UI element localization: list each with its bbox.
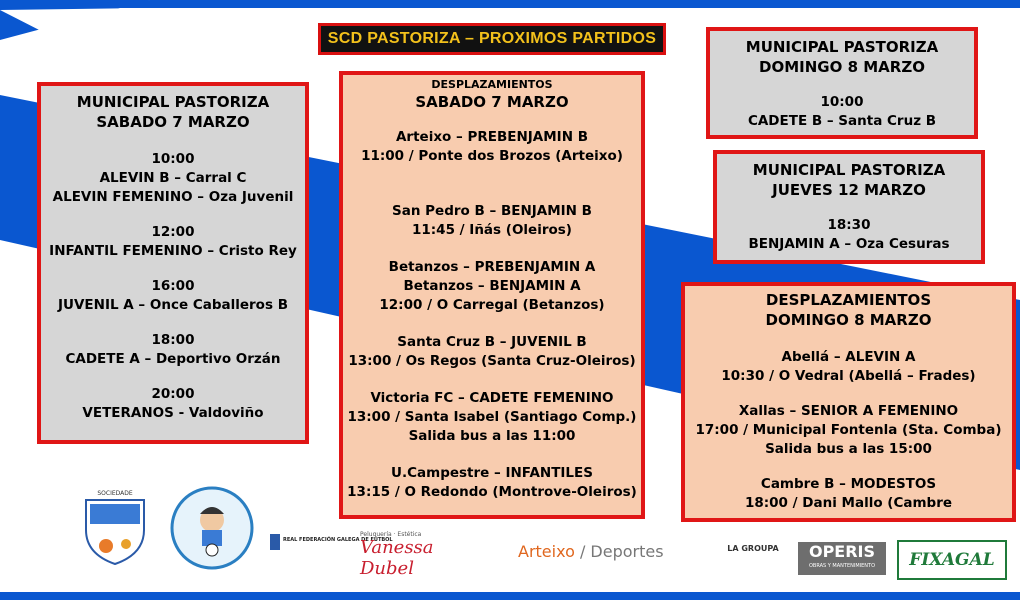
- panel-header-date: JUEVES 12 MARZO: [772, 181, 926, 199]
- match-line: INFANTIL FEMENINO – Cristo Rey: [49, 243, 297, 259]
- match-line: ALEVIN FEMENINO – Oza Juvenil: [52, 189, 294, 205]
- match-venue: 17:00 / Municipal Fontenla (Sta. Comba): [695, 422, 1002, 438]
- panel-header-small: DESPLAZAMIENTOS: [765, 291, 932, 309]
- football-school-logo: [170, 486, 254, 570]
- rfgf-logo: [270, 532, 393, 554]
- match-venue: 18:00 / Dani Mallo (Cambre: [744, 495, 953, 511]
- footer-bar: [0, 592, 1020, 600]
- svg-text:SOCIEDADE: SOCIEDADE: [97, 490, 133, 497]
- arteixo-word: Arteixo: [518, 542, 575, 561]
- match-venue: 11:45 / Iñás (Oleiros): [412, 222, 572, 238]
- vanessa-name: Vanessa Dubel: [360, 537, 434, 579]
- match-time: 20:00: [151, 386, 195, 402]
- match-line: CADETE A – Deportivo Orzán: [65, 351, 281, 367]
- panel-header-venue: MUNICIPAL PASTORIZA: [76, 93, 270, 111]
- match-line: Victoria FC – CADETE FEMENINO: [370, 390, 614, 406]
- home-saturday-panel: [37, 82, 309, 444]
- bus-note: Salida bus a las 11:00: [408, 428, 576, 444]
- match-time: 18:30: [827, 217, 871, 233]
- match-line: CADETE B – Santa Cruz B: [747, 113, 937, 129]
- match-line: Abellá – ALEVIN A: [781, 349, 916, 365]
- match-line: U.Campestre – INFANTILES: [391, 465, 593, 481]
- fixagal-logo: [897, 540, 1007, 580]
- home-thursday-panel: [713, 150, 985, 264]
- bus-note: Salida bus a las 15:00: [765, 441, 932, 457]
- away-sunday-panel: [681, 282, 1016, 522]
- match-line: Xallas – SENIOR A FEMENINO: [738, 403, 959, 419]
- operis-logo: [798, 542, 886, 575]
- panel-header-venue: MUNICIPAL PASTORIZA: [745, 38, 939, 56]
- panel-header-date: SABADO 7 MARZO: [96, 113, 250, 131]
- match-time: 16:00: [151, 278, 195, 294]
- match-time: 10:00: [820, 94, 864, 110]
- match-line: JUVENIL A – Once Caballeros B: [58, 297, 288, 313]
- la-groupa-text: LA GROUPA: [727, 544, 779, 553]
- deportes-word: / Deportes: [579, 542, 664, 561]
- away-saturday-panel: [339, 71, 645, 519]
- match-venue: 12:00 / O Carregal (Betanzos): [379, 297, 605, 313]
- club-crest-logo: [82, 486, 148, 566]
- la-groupa-logo: [722, 544, 784, 553]
- match-venue: 13:15 / O Redondo (Montrove-Oleiros): [347, 484, 637, 500]
- panel-header-date: SABADO 7 MARZO: [415, 93, 569, 111]
- match-line: Santa Cruz B – JUVENIL B: [397, 334, 587, 350]
- operis-text: OPERIS: [808, 542, 876, 561]
- operis-subtitle: OBRAS Y MANTENIMIENTO: [808, 563, 876, 569]
- match-line: San Pedro B – BENJAMIN B: [392, 203, 592, 219]
- match-time: 10:00: [151, 151, 195, 167]
- panel-header-venue: MUNICIPAL PASTORIZA: [752, 161, 946, 179]
- fixagal-text: FIXAGAL: [909, 550, 995, 570]
- match-venue: 13:00 / Santa Isabel (Santiago Comp.): [347, 409, 637, 425]
- panel-header-small: DESPLAZAMIENTOS: [431, 78, 553, 91]
- vanessa-subtitle: Peluquería · Estética: [360, 531, 422, 538]
- match-line: Cambre B – MODESTOS: [760, 476, 937, 492]
- panel-header-date: DOMINGO 8 MARZO: [759, 58, 925, 76]
- match-venue: 13:00 / Os Regos (Santa Cruz-Oleiros): [348, 353, 636, 369]
- match-venue: 10:30 / O Vedral (Abellá – Frades): [721, 368, 976, 384]
- rfgf-text: REAL FEDERACIÓN GALEGA DE FÚTBOL: [283, 537, 393, 543]
- arteixo-deportes-logo: [518, 542, 664, 561]
- match-line: ALEVIN B – Carral C: [99, 170, 247, 186]
- match-line: BENJAMIN A – Oza Cesuras: [748, 236, 950, 252]
- match-line: Betanzos – PREBENJAMIN A: [388, 259, 596, 275]
- match-line: Arteixo – PREBENJAMIN B: [395, 129, 588, 145]
- match-venue: 11:00 / Ponte dos Brozos (Arteixo): [361, 148, 623, 164]
- match-time: 12:00: [151, 224, 195, 240]
- match-time: 18:00: [151, 332, 195, 348]
- home-sunday-panel: [706, 27, 978, 139]
- panel-header-date: DOMINGO 8 MARZO: [765, 311, 932, 329]
- match-line: Betanzos – BENJAMIN A: [403, 278, 581, 294]
- page-title: SCD PASTORIZA – PROXIMOS PARTIDOS: [318, 23, 666, 55]
- match-line: VETERANOS - Valdoviño: [82, 405, 264, 421]
- vanessa-dubel-logo: [360, 531, 486, 579]
